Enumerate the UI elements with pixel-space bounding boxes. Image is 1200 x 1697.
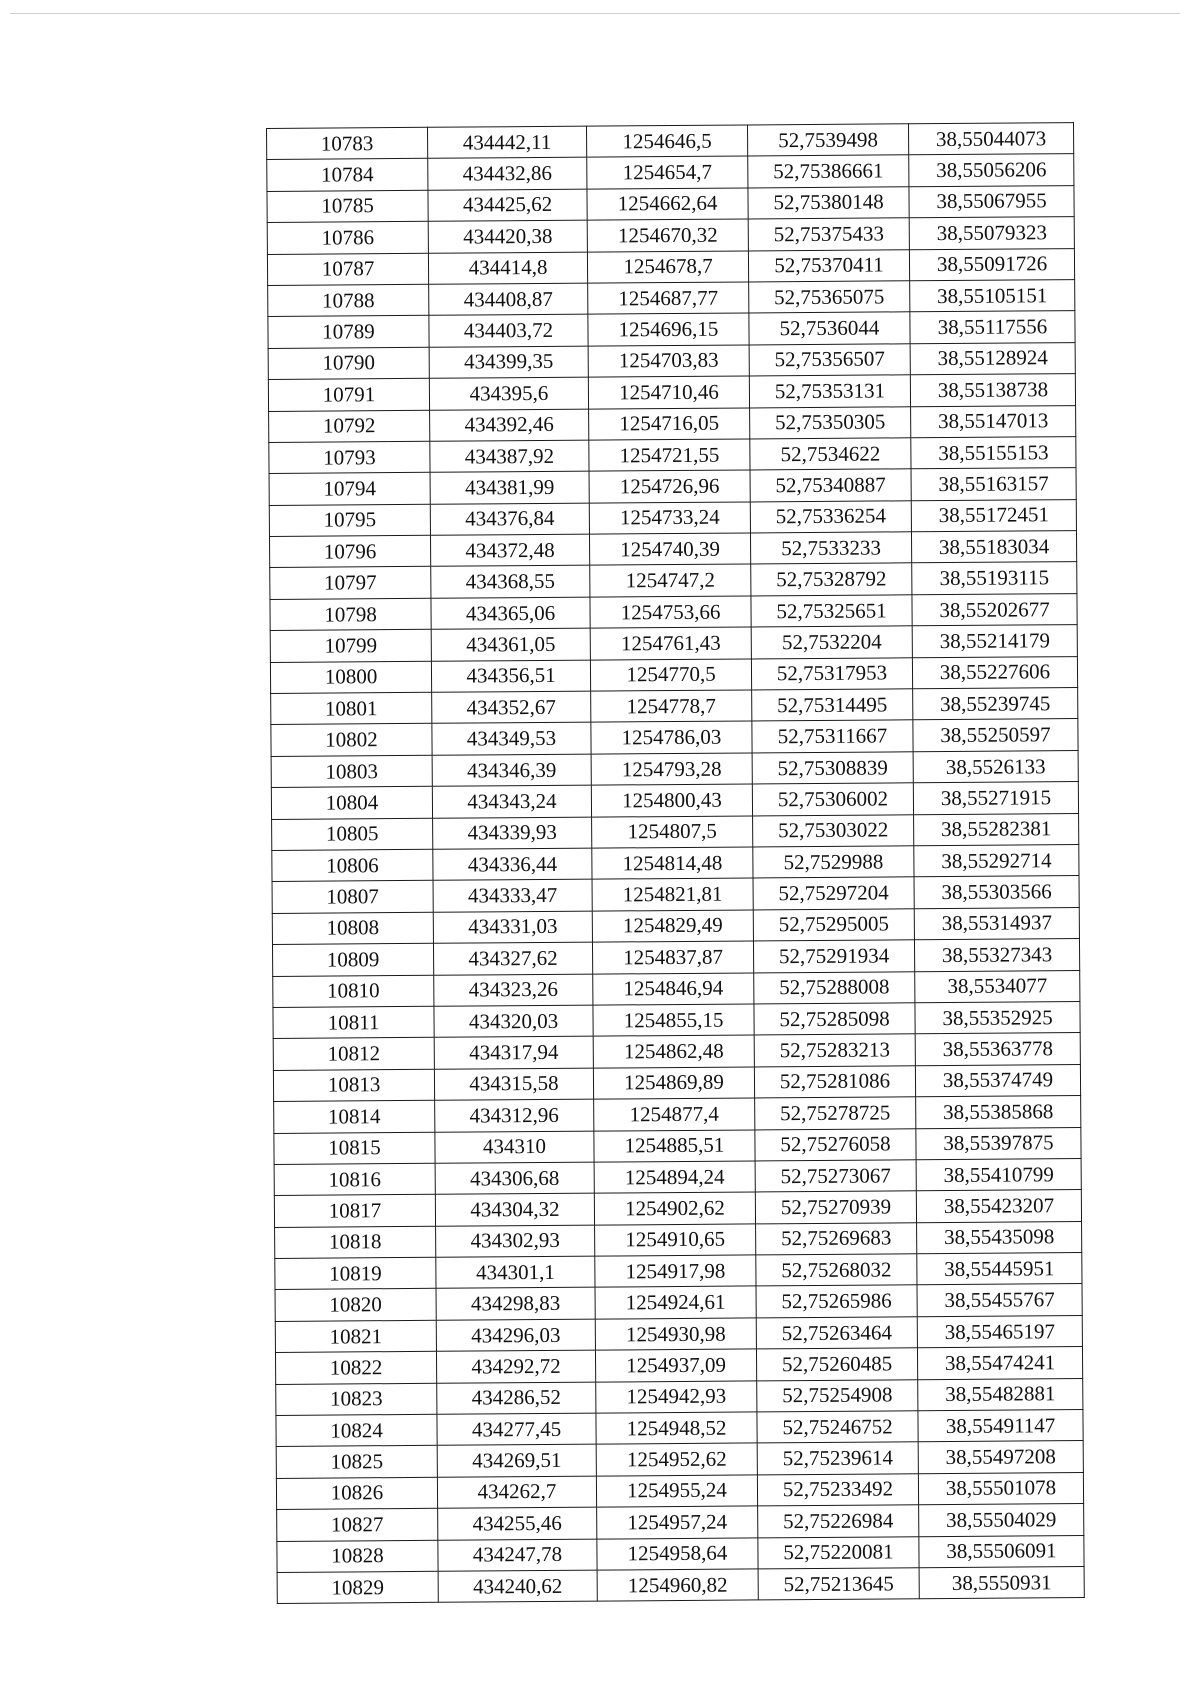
x-coordinate-cell: 434331,03 bbox=[433, 911, 592, 944]
latitude-cell: 52,75278725 bbox=[755, 1097, 916, 1130]
point-number-cell: 10816 bbox=[274, 1163, 435, 1196]
x-coordinate-cell: 434317,94 bbox=[434, 1036, 593, 1069]
point-number-cell: 10825 bbox=[276, 1446, 437, 1479]
point-number-cell: 10791 bbox=[268, 378, 429, 411]
x-coordinate-cell: 434356,51 bbox=[431, 660, 590, 693]
latitude-cell: 52,75386661 bbox=[748, 155, 909, 188]
y-coordinate-cell: 1254937,09 bbox=[595, 1349, 756, 1382]
y-coordinate-cell: 1254710,46 bbox=[588, 376, 749, 409]
longitude-cell: 38,55506091 bbox=[919, 1535, 1084, 1568]
point-number-cell: 10826 bbox=[276, 1477, 437, 1510]
longitude-cell: 38,55271915 bbox=[913, 782, 1078, 815]
longitude-cell: 38,55202677 bbox=[912, 593, 1077, 626]
point-number-cell: 10787 bbox=[267, 253, 428, 286]
x-coordinate-cell: 434240,62 bbox=[438, 1570, 597, 1603]
latitude-cell: 52,75246752 bbox=[757, 1411, 918, 1444]
y-coordinate-cell: 1254654,7 bbox=[587, 156, 748, 189]
y-coordinate-cell: 1254855,15 bbox=[593, 1004, 754, 1037]
x-coordinate-cell: 434302,93 bbox=[436, 1225, 595, 1258]
y-coordinate-cell: 1254829,49 bbox=[592, 910, 753, 943]
latitude-cell: 52,75365075 bbox=[749, 281, 910, 314]
y-coordinate-cell: 1254952,62 bbox=[596, 1443, 757, 1476]
x-coordinate-cell: 434414,8 bbox=[428, 252, 587, 285]
x-coordinate-cell: 434392,46 bbox=[430, 409, 589, 442]
y-coordinate-cell: 1254696,15 bbox=[588, 313, 749, 346]
latitude-cell: 52,75356507 bbox=[749, 344, 910, 377]
scan-edge-line bbox=[10, 13, 1180, 14]
longitude-cell: 38,55385868 bbox=[916, 1096, 1081, 1129]
point-number-cell: 10794 bbox=[269, 473, 430, 506]
longitude-cell: 38,55147013 bbox=[911, 405, 1076, 438]
x-coordinate-cell: 434255,46 bbox=[438, 1507, 597, 1540]
longitude-cell: 38,55327343 bbox=[914, 939, 1079, 972]
x-coordinate-cell: 434365,06 bbox=[431, 597, 590, 630]
y-coordinate-cell: 1254917,98 bbox=[595, 1255, 756, 1288]
coordinate-table bbox=[266, 122, 1085, 1604]
longitude-cell: 38,55423207 bbox=[916, 1190, 1081, 1223]
point-number-cell: 10802 bbox=[271, 724, 432, 757]
y-coordinate-cell: 1254721,55 bbox=[589, 439, 750, 472]
longitude-cell: 38,55374749 bbox=[915, 1064, 1080, 1097]
point-number-cell: 10824 bbox=[276, 1414, 437, 1447]
latitude-cell: 52,7532204 bbox=[751, 626, 912, 659]
latitude-cell: 52,75263464 bbox=[756, 1317, 917, 1350]
latitude-cell: 52,75325651 bbox=[751, 595, 912, 628]
latitude-cell: 52,7529988 bbox=[753, 846, 914, 879]
y-coordinate-cell: 1254747,2 bbox=[590, 564, 751, 597]
x-coordinate-cell: 434327,62 bbox=[433, 942, 592, 975]
latitude-cell: 52,75254908 bbox=[757, 1379, 918, 1412]
point-number-cell: 10800 bbox=[270, 661, 431, 694]
y-coordinate-cell: 1254910,65 bbox=[595, 1224, 756, 1257]
longitude-cell: 38,55079323 bbox=[909, 217, 1074, 250]
x-coordinate-cell: 434376,84 bbox=[430, 503, 589, 536]
latitude-cell: 52,75270939 bbox=[755, 1191, 916, 1224]
y-coordinate-cell: 1254894,24 bbox=[594, 1161, 755, 1194]
x-coordinate-cell: 434247,78 bbox=[438, 1539, 597, 1572]
y-coordinate-cell: 1254726,96 bbox=[589, 470, 750, 503]
longitude-cell: 38,55056206 bbox=[909, 154, 1074, 187]
y-coordinate-cell: 1254786,03 bbox=[591, 721, 752, 754]
x-coordinate-cell: 434269,51 bbox=[437, 1445, 596, 1478]
latitude-cell: 52,75273067 bbox=[755, 1160, 916, 1193]
point-number-cell: 10801 bbox=[271, 692, 432, 725]
y-coordinate-cell: 1254770,5 bbox=[590, 659, 751, 692]
longitude-cell: 38,55117556 bbox=[910, 311, 1075, 344]
y-coordinate-cell: 1254793,28 bbox=[591, 753, 752, 786]
latitude-cell: 52,75340887 bbox=[750, 469, 911, 502]
y-coordinate-cell: 1254778,7 bbox=[591, 690, 752, 723]
longitude-cell: 38,55491147 bbox=[918, 1410, 1083, 1443]
y-coordinate-cell: 1254740,39 bbox=[589, 533, 750, 566]
x-coordinate-cell: 434336,44 bbox=[433, 848, 592, 881]
latitude-cell: 52,7539498 bbox=[747, 124, 908, 157]
longitude-cell: 38,55091726 bbox=[909, 248, 1074, 281]
latitude-cell: 52,75350305 bbox=[750, 406, 911, 439]
latitude-cell: 52,75353131 bbox=[749, 375, 910, 408]
longitude-cell: 38,5534077 bbox=[915, 970, 1080, 1003]
longitude-cell: 38,55250597 bbox=[913, 719, 1078, 752]
point-number-cell: 10813 bbox=[273, 1069, 434, 1102]
y-coordinate-cell: 1254646,5 bbox=[586, 125, 747, 158]
longitude-cell: 38,55138738 bbox=[910, 374, 1075, 407]
longitude-cell: 38,55193115 bbox=[912, 562, 1077, 595]
y-coordinate-cell: 1254930,98 bbox=[595, 1318, 756, 1351]
longitude-cell: 38,5526133 bbox=[913, 750, 1078, 783]
latitude-cell: 52,75311667 bbox=[752, 720, 913, 753]
x-coordinate-cell: 434352,67 bbox=[432, 691, 591, 724]
point-number-cell: 10823 bbox=[276, 1383, 437, 1416]
x-coordinate-cell: 434310 bbox=[435, 1131, 594, 1164]
point-number-cell: 10828 bbox=[277, 1540, 438, 1573]
y-coordinate-cell: 1254924,61 bbox=[595, 1286, 756, 1319]
y-coordinate-cell: 1254814,48 bbox=[592, 847, 753, 880]
x-coordinate-cell: 434262,7 bbox=[437, 1476, 596, 1509]
latitude-cell: 52,7534622 bbox=[750, 438, 911, 471]
longitude-cell: 38,55397875 bbox=[916, 1127, 1081, 1160]
latitude-cell: 52,75291934 bbox=[753, 940, 914, 973]
longitude-cell: 38,55239745 bbox=[913, 688, 1078, 721]
coordinate-table-container bbox=[266, 122, 1079, 1604]
point-number-cell: 10789 bbox=[268, 316, 429, 349]
point-number-cell: 10805 bbox=[272, 818, 433, 851]
latitude-cell: 52,75281086 bbox=[754, 1065, 915, 1098]
point-number-cell: 10803 bbox=[271, 755, 432, 788]
point-number-cell: 10818 bbox=[275, 1226, 436, 1259]
x-coordinate-cell: 434306,68 bbox=[435, 1162, 594, 1195]
longitude-cell: 38,55314937 bbox=[914, 907, 1079, 940]
y-coordinate-cell: 1254960,82 bbox=[597, 1569, 758, 1602]
latitude-cell: 52,75226984 bbox=[758, 1505, 919, 1538]
point-number-cell: 10817 bbox=[274, 1195, 435, 1228]
latitude-cell: 52,75380148 bbox=[748, 187, 909, 220]
y-coordinate-cell: 1254885,51 bbox=[594, 1129, 755, 1162]
latitude-cell: 52,75285098 bbox=[754, 1003, 915, 1036]
latitude-cell: 52,75239614 bbox=[757, 1442, 918, 1475]
point-number-cell: 10804 bbox=[271, 787, 432, 820]
x-coordinate-cell: 434323,26 bbox=[434, 974, 593, 1007]
point-number-cell: 10783 bbox=[267, 127, 428, 160]
x-coordinate-cell: 434292,72 bbox=[436, 1350, 595, 1383]
latitude-cell: 52,75265986 bbox=[756, 1285, 917, 1318]
x-coordinate-cell: 434403,72 bbox=[429, 314, 588, 347]
y-coordinate-cell: 1254670,32 bbox=[587, 219, 748, 252]
point-number-cell: 10785 bbox=[267, 190, 428, 223]
point-number-cell: 10822 bbox=[275, 1352, 436, 1385]
point-number-cell: 10786 bbox=[267, 221, 428, 254]
point-number-cell: 10807 bbox=[272, 881, 433, 914]
point-number-cell: 10827 bbox=[277, 1508, 438, 1541]
latitude-cell: 52,75283213 bbox=[754, 1034, 915, 1067]
y-coordinate-cell: 1254733,24 bbox=[589, 502, 750, 535]
longitude-cell: 38,55455767 bbox=[917, 1284, 1082, 1317]
x-coordinate-cell: 434320,03 bbox=[434, 1005, 593, 1038]
x-coordinate-cell: 434408,87 bbox=[429, 283, 588, 316]
y-coordinate-cell: 1254800,43 bbox=[591, 784, 752, 817]
longitude-cell: 38,55465197 bbox=[917, 1315, 1082, 1348]
x-coordinate-cell: 434399,35 bbox=[429, 346, 588, 379]
longitude-cell: 38,55172451 bbox=[911, 499, 1076, 532]
y-coordinate-cell: 1254703,83 bbox=[588, 345, 749, 378]
longitude-cell: 38,55435098 bbox=[917, 1221, 1082, 1254]
y-coordinate-cell: 1254869,89 bbox=[593, 1067, 754, 1100]
latitude-cell: 52,75303022 bbox=[753, 814, 914, 847]
y-coordinate-cell: 1254957,24 bbox=[597, 1506, 758, 1539]
latitude-cell: 52,75308839 bbox=[752, 752, 913, 785]
point-number-cell: 10829 bbox=[277, 1571, 438, 1604]
point-number-cell: 10796 bbox=[269, 535, 430, 568]
point-number-cell: 10809 bbox=[272, 943, 433, 976]
longitude-cell: 38,55214179 bbox=[912, 625, 1077, 658]
latitude-cell: 52,75220081 bbox=[758, 1536, 919, 1569]
longitude-cell: 38,55067955 bbox=[909, 185, 1074, 218]
point-number-cell: 10814 bbox=[274, 1100, 435, 1133]
coordinate-table-body bbox=[267, 123, 1085, 1604]
y-coordinate-cell: 1254761,43 bbox=[590, 627, 751, 660]
x-coordinate-cell: 434432,86 bbox=[428, 158, 587, 191]
y-coordinate-cell: 1254807,5 bbox=[592, 816, 753, 849]
point-number-cell: 10812 bbox=[273, 1038, 434, 1071]
y-coordinate-cell: 1254687,77 bbox=[588, 282, 749, 315]
point-number-cell: 10790 bbox=[268, 347, 429, 380]
point-number-cell: 10821 bbox=[275, 1320, 436, 1353]
latitude-cell: 52,75276058 bbox=[755, 1128, 916, 1161]
y-coordinate-cell: 1254902,62 bbox=[594, 1192, 755, 1225]
x-coordinate-cell: 434346,39 bbox=[432, 754, 591, 787]
latitude-cell: 52,75317953 bbox=[751, 657, 912, 690]
x-coordinate-cell: 434298,83 bbox=[436, 1288, 595, 1321]
x-coordinate-cell: 434304,32 bbox=[435, 1193, 594, 1226]
longitude-cell: 38,55363778 bbox=[915, 1033, 1080, 1066]
y-coordinate-cell: 1254753,66 bbox=[590, 596, 751, 629]
longitude-cell: 38,55044073 bbox=[908, 123, 1073, 156]
x-coordinate-cell: 434277,45 bbox=[437, 1413, 596, 1446]
latitude-cell: 52,75213645 bbox=[758, 1568, 919, 1601]
longitude-cell: 38,55282381 bbox=[914, 813, 1079, 846]
point-number-cell: 10795 bbox=[269, 504, 430, 537]
latitude-cell: 52,75295005 bbox=[753, 909, 914, 942]
x-coordinate-cell: 434296,03 bbox=[436, 1319, 595, 1352]
y-coordinate-cell: 1254877,4 bbox=[594, 1098, 755, 1131]
point-number-cell: 10811 bbox=[273, 1006, 434, 1039]
longitude-cell: 38,5550931 bbox=[919, 1567, 1084, 1600]
y-coordinate-cell: 1254662,64 bbox=[587, 188, 748, 221]
latitude-cell: 52,75306002 bbox=[752, 783, 913, 816]
y-coordinate-cell: 1254821,81 bbox=[592, 878, 753, 911]
longitude-cell: 38,55163157 bbox=[911, 468, 1076, 501]
latitude-cell: 52,75288008 bbox=[754, 971, 915, 1004]
table-row bbox=[277, 1567, 1084, 1604]
latitude-cell: 52,75375433 bbox=[748, 218, 909, 251]
y-coordinate-cell: 1254846,94 bbox=[593, 972, 754, 1005]
longitude-cell: 38,55155153 bbox=[911, 436, 1076, 469]
x-coordinate-cell: 434312,96 bbox=[435, 1099, 594, 1132]
point-number-cell: 10806 bbox=[272, 849, 433, 882]
point-number-cell: 10815 bbox=[274, 1132, 435, 1165]
longitude-cell: 38,55105151 bbox=[910, 280, 1075, 313]
y-coordinate-cell: 1254948,52 bbox=[596, 1412, 757, 1445]
point-number-cell: 10810 bbox=[273, 975, 434, 1008]
x-coordinate-cell: 434339,93 bbox=[433, 817, 592, 850]
longitude-cell: 38,55292714 bbox=[914, 845, 1079, 878]
longitude-cell: 38,55474241 bbox=[917, 1347, 1082, 1380]
latitude-cell: 52,75314495 bbox=[752, 689, 913, 722]
point-number-cell: 10788 bbox=[268, 284, 429, 317]
latitude-cell: 52,75233492 bbox=[757, 1474, 918, 1507]
point-number-cell: 10792 bbox=[269, 410, 430, 443]
x-coordinate-cell: 434361,05 bbox=[431, 628, 590, 661]
latitude-cell: 52,7533233 bbox=[750, 532, 911, 565]
longitude-cell: 38,55128924 bbox=[910, 342, 1075, 375]
point-number-cell: 10819 bbox=[275, 1257, 436, 1290]
y-coordinate-cell: 1254716,05 bbox=[589, 407, 750, 440]
x-coordinate-cell: 434333,47 bbox=[433, 880, 592, 913]
y-coordinate-cell: 1254862,48 bbox=[593, 1035, 754, 1068]
latitude-cell: 52,75336254 bbox=[750, 500, 911, 533]
point-number-cell: 10820 bbox=[275, 1289, 436, 1322]
x-coordinate-cell: 434349,53 bbox=[432, 723, 591, 756]
x-coordinate-cell: 434286,52 bbox=[437, 1382, 596, 1415]
longitude-cell: 38,55445951 bbox=[917, 1253, 1082, 1286]
latitude-cell: 52,75269683 bbox=[756, 1222, 917, 1255]
longitude-cell: 38,55497208 bbox=[918, 1441, 1083, 1474]
x-coordinate-cell: 434442,11 bbox=[427, 126, 586, 159]
x-coordinate-cell: 434387,92 bbox=[430, 440, 589, 473]
latitude-cell: 52,75268032 bbox=[756, 1254, 917, 1287]
point-number-cell: 10784 bbox=[267, 159, 428, 192]
y-coordinate-cell: 1254958,64 bbox=[597, 1538, 758, 1571]
longitude-cell: 38,55352925 bbox=[915, 1001, 1080, 1034]
longitude-cell: 38,55303566 bbox=[914, 876, 1079, 909]
y-coordinate-cell: 1254678,7 bbox=[587, 251, 748, 284]
y-coordinate-cell: 1254955,24 bbox=[596, 1475, 757, 1508]
longitude-cell: 38,55183034 bbox=[911, 531, 1076, 564]
latitude-cell: 52,75328792 bbox=[751, 563, 912, 596]
x-coordinate-cell: 434343,24 bbox=[432, 785, 591, 818]
x-coordinate-cell: 434395,6 bbox=[429, 377, 588, 410]
point-number-cell: 10798 bbox=[270, 598, 431, 631]
x-coordinate-cell: 434425,62 bbox=[428, 189, 587, 222]
point-number-cell: 10808 bbox=[272, 912, 433, 945]
latitude-cell: 52,75297204 bbox=[753, 877, 914, 910]
point-number-cell: 10797 bbox=[270, 567, 431, 600]
x-coordinate-cell: 434372,48 bbox=[430, 534, 589, 567]
point-number-cell: 10799 bbox=[270, 630, 431, 663]
longitude-cell: 38,55410799 bbox=[916, 1158, 1081, 1191]
longitude-cell: 38,55504029 bbox=[919, 1504, 1084, 1537]
point-number-cell: 10793 bbox=[269, 441, 430, 474]
x-coordinate-cell: 434368,55 bbox=[431, 566, 590, 599]
x-coordinate-cell: 434420,38 bbox=[428, 220, 587, 253]
latitude-cell: 52,75260485 bbox=[756, 1348, 917, 1381]
longitude-cell: 38,55227606 bbox=[912, 656, 1077, 689]
latitude-cell: 52,7536044 bbox=[749, 312, 910, 345]
y-coordinate-cell: 1254942,93 bbox=[596, 1381, 757, 1414]
x-coordinate-cell: 434315,58 bbox=[434, 1068, 593, 1101]
longitude-cell: 38,55501078 bbox=[918, 1472, 1083, 1505]
x-coordinate-cell: 434381,99 bbox=[430, 471, 589, 504]
x-coordinate-cell: 434301,1 bbox=[436, 1256, 595, 1289]
longitude-cell: 38,55482881 bbox=[918, 1378, 1083, 1411]
latitude-cell: 52,75370411 bbox=[748, 249, 909, 282]
y-coordinate-cell: 1254837,87 bbox=[592, 941, 753, 974]
